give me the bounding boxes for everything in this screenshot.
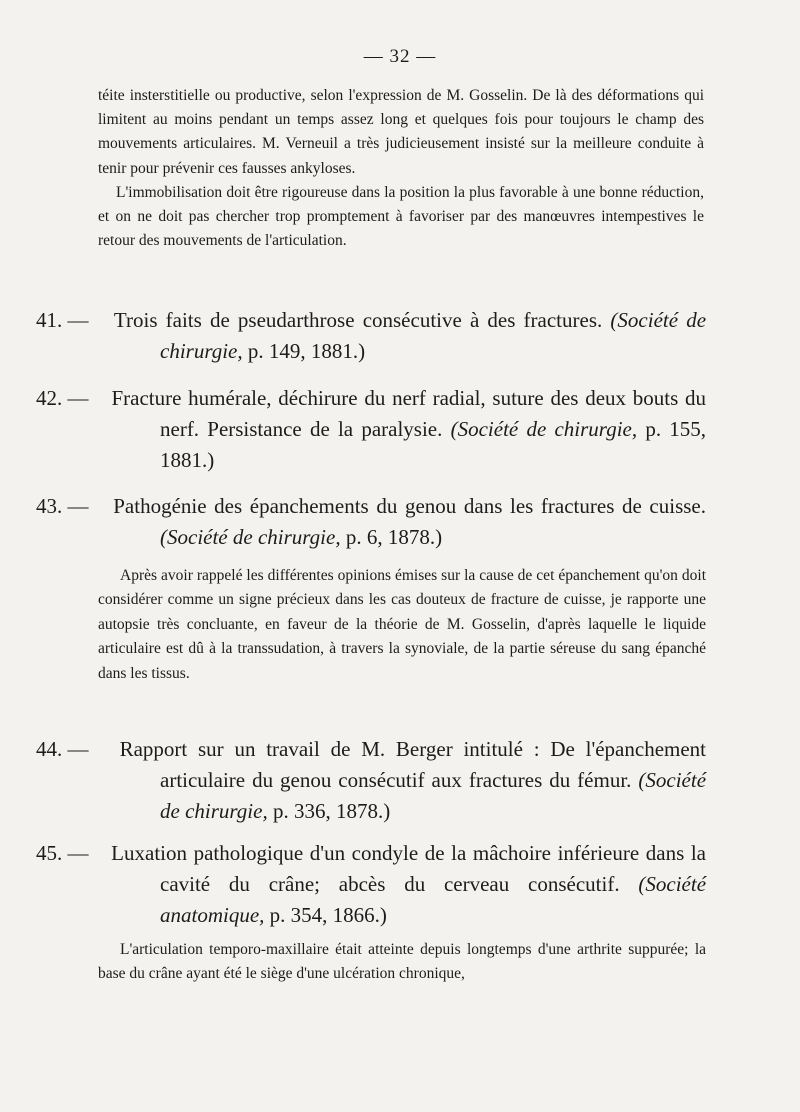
entry-43-title: Pathogénie des épanchements du genou dans les fractures de cuisse. <box>113 494 707 518</box>
intro-text <box>98 84 704 253</box>
entry-44-title: Rapport sur un travail de M. Berger intitulé : De l'épanchement articulaire du genou consécutif aux fractures du fémur. <box>119 737 706 792</box>
entry-41-title: Trois faits de pseudarthrose consécutive à des fractures. <box>113 308 603 332</box>
entry-44-ref: p. 336, 1878.) <box>272 799 391 823</box>
entry-42-title: Fracture humérale, déchirure du nerf radial, suture des deux bouts du nerf. Persistance de la paralysie. <box>111 386 707 441</box>
entry-42-body: 42. — Fracture humérale, déchirure du nerf radial, suture des deux bouts du nerf. Persistance de la paralysie. (Société de chirurgie, p. 155, 1881.) <box>36 386 707 472</box>
entry-45-source: (Société anatomique, <box>160 872 707 927</box>
entry-43-body: 43. — Pathogénie des épanchements du genou dans les fractures de cuisse. (Société de chirurgie, p. 6, 1878.) <box>36 494 707 549</box>
page-number: — 32 — <box>363 46 437 67</box>
entry-44-body: 44. — Rapport sur un travail de M. Berger intitulé : De l'épanchement articulaire du genou consécutif aux fractures du fémur. (Société de chirurgie, p. 336, 1878.) <box>36 737 707 823</box>
entry-43-ref: p. 6, 1878.) <box>345 525 443 549</box>
intro-paragraph-1: téite insterstitielle ou productive, selon l'expression de M. Gosselin. De là des déformations qui limitent au moins pendant un temps assez long et quelques fois pour toujours le champ des mouvements articulaires. M. Verneuil a très judicieusement insisté sur la meilleure conduite à tenir pour prévenir ces fausses ankyloses. <box>98 87 704 177</box>
entry-44 <box>36 734 707 827</box>
entry-44-source: (Société de chirurgie, <box>160 768 707 823</box>
entry-42-source: (Société de chirurgie, <box>450 417 638 441</box>
entry-45 <box>36 838 707 931</box>
entry-43-source: (Société de chirurgie, <box>160 525 341 549</box>
entry-42 <box>36 383 707 476</box>
entry-41 <box>36 305 707 367</box>
entry-43-abstract: Après avoir rappelé les différentes opinions émises sur la cause de cet épanchement qu'on doit considérer comme un signe précieux dans les cas douteux de fracture de cuisse, je rapporte une autopsie très concluante, en faveur de la théorie de M. Gosselin, d'après laquelle le liquide articulaire est dû à la transsudation, à travers la synoviale, de la partie séreuse du sang épanché dans les tissus. <box>98 567 706 682</box>
entry-42-ref: p. 155, 1881.) <box>160 417 707 472</box>
entry-43 <box>36 491 707 553</box>
entry-45-body: 45. — Luxation pathologique d'un condyle de la mâchoire inférieure dans la cavité du crâne; abcès du cerveau consécutif. (Société anatomique, p. 354, 1866.) <box>36 841 707 927</box>
entry-41-ref: p. 149, 1881.) <box>247 339 366 363</box>
entry-45-abstract: L'articulation temporo-maxillaire était atteinte depuis longtemps d'une arthrite suppurée; la base du crâne ayant été le siège d'une ulcération chronique, <box>98 941 706 983</box>
entry-41-body: 41. — Trois faits de pseudarthrose consécutive à des fractures. (Société de chirurgie, p. 149, 1881.) <box>36 308 707 363</box>
intro-paragraph-2: L'immobilisation doit être rigoureuse dans la position la plus favorable à une bonne réduction, et on ne doit pas chercher trop promptement à favoriser par des manœuvres intempestives le retour des mouvements de l'articulation. <box>98 183 704 250</box>
entry-41-source: (Société de chirurgie, <box>160 308 707 363</box>
entry-45-ref: p. 354, 1866.) <box>269 903 387 927</box>
entry-45-title: Luxation pathologique d'un condyle de la mâchoire inférieure dans la cavité du crâne; abcès du cerveau consécutif. <box>111 841 706 896</box>
